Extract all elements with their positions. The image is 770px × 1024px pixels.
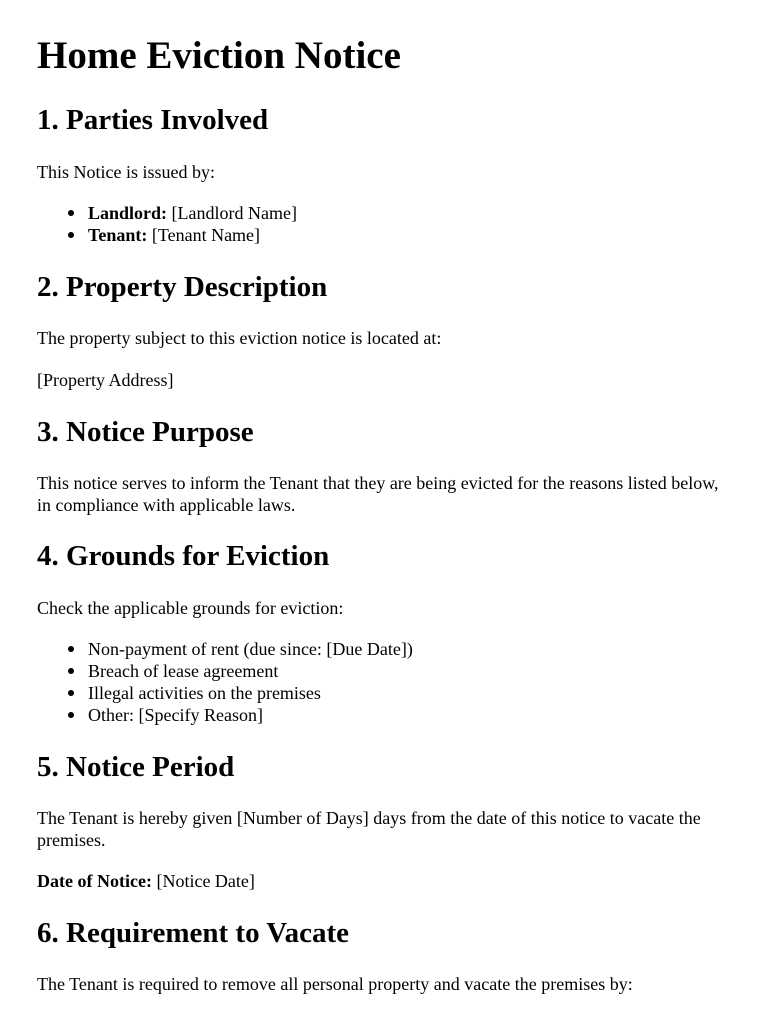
tenant-label: Tenant: <box>88 225 148 245</box>
bullet-icon <box>68 712 74 718</box>
list-item: Non-payment of rent (due since: [Due Date]) <box>88 638 413 660</box>
property-address: [Property Address] <box>37 370 174 390</box>
section-heading-grounds: 4. Grounds for Eviction <box>37 540 330 572</box>
notice-date-label: Date of Notice: <box>37 871 152 891</box>
document-title: Home Eviction Notice <box>37 34 401 77</box>
list-item: Other: [Specify Reason] <box>88 704 413 726</box>
purpose-body: This notice serves to inform the Tenant that they are being evicted for the reasons listed below, in compliance with applicable laws. <box>37 473 719 515</box>
bullet-icon <box>68 210 74 216</box>
bullet-icon <box>68 646 74 652</box>
bullet-icon <box>68 690 74 696</box>
tenant-value: [Tenant Name] <box>147 225 261 245</box>
bullet-icon <box>68 668 74 674</box>
section-heading-period: 5. Notice Period <box>37 751 235 783</box>
period-body: The Tenant is hereby given [Number of Days] days from the date of this notice to vacate the premises. <box>37 808 701 850</box>
section-heading-vacate: 6. Requirement to Vacate <box>37 917 349 949</box>
notice-date-line <box>37 870 727 892</box>
bullet-icon <box>68 232 74 238</box>
grounds-intro: Check the applicable grounds for eviction: <box>37 598 344 618</box>
landlord-label: Landlord: <box>88 203 168 223</box>
vacate-body: The Tenant is required to remove all personal property and vacate the premises by: <box>37 974 633 994</box>
property-intro: The property subject to this eviction notice is located at: <box>37 328 442 348</box>
landlord-value: [Landlord Name] <box>167 203 297 223</box>
grounds-list <box>37 638 413 726</box>
list-item: Illegal activities on the premises <box>88 682 413 704</box>
list-item <box>88 224 297 246</box>
parties-intro: This Notice is issued by: <box>37 162 215 182</box>
section-heading-property: 2. Property Description <box>37 271 328 303</box>
notice-date-value: [Notice Date] <box>151 871 255 891</box>
list-item <box>88 202 297 224</box>
section-heading-purpose: 3. Notice Purpose <box>37 416 254 448</box>
parties-list <box>37 202 297 246</box>
section-heading-parties: 1. Parties Involved <box>37 104 269 136</box>
list-item: Breach of lease agreement <box>88 660 413 682</box>
